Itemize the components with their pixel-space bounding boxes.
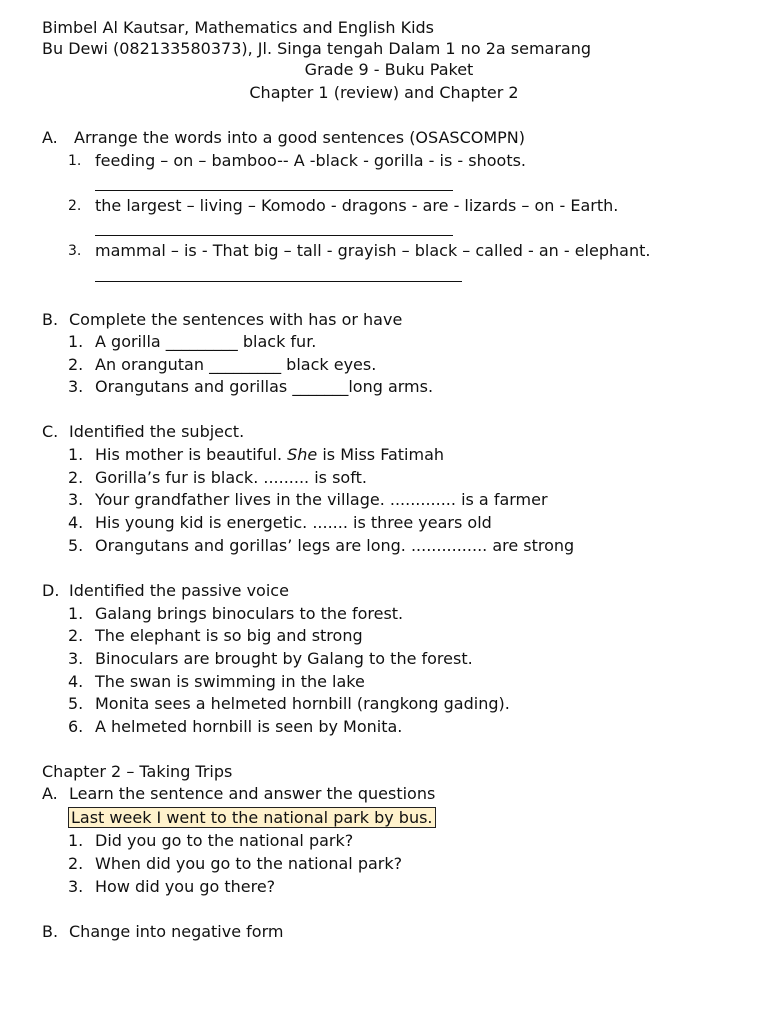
section-c-item-number: 2.	[68, 468, 84, 487]
section-c-item-text: Orangutans and gorillas’ legs are long. ............... are strong	[95, 536, 575, 555]
chapter2-section-b-letter: B.	[42, 922, 59, 941]
chapter2-item-text: Did you go to the national park?	[95, 831, 354, 850]
header-line2: Bu Dewi (082133580373), Jl. Singa tengah Dalam 1 no 2a semarang	[42, 39, 592, 58]
section-d-item-text: A helmeted hornbill is seen by Monita.	[95, 717, 403, 736]
section-d-item-text: The elephant is so big and strong	[95, 626, 363, 645]
answer-line	[95, 281, 462, 282]
section-a-item-text: mammal – is - That big – tall - grayish – black – called - an - elephant.	[95, 241, 651, 260]
section-c-item-text: His young kid is energetic. ....... is three years old	[95, 513, 492, 532]
chapters-title: Chapter 1 (review) and Chapter 2	[249, 83, 519, 102]
section-d-item-text: Monita sees a helmeted hornbill (rangkong gading).	[95, 694, 510, 713]
section-c-item-number: 5.	[68, 536, 84, 555]
section-b-item-number: 3.	[68, 377, 84, 396]
section-b-item-number: 1.	[68, 332, 84, 351]
section-d-item-text: The swan is swimming in the lake	[95, 672, 365, 691]
section-d-title: Identified the passive voice	[69, 581, 289, 600]
highlighted-sentence: Last week I went to the national park by bus.	[68, 807, 436, 828]
section-d-item-number: 4.	[68, 672, 84, 691]
grade-title: Grade 9 - Buku Paket	[304, 60, 474, 79]
section-d-item-text: Galang brings binoculars to the forest.	[95, 604, 404, 623]
header-line1: Bimbel Al Kautsar, Mathematics and English Kids	[42, 18, 435, 37]
section-a-item-text: feeding – on – bamboo-- A -black - gorilla - is - shoots.	[95, 151, 527, 170]
chapter2-item-number: 2.	[68, 854, 84, 873]
section-b-letter: B.	[42, 310, 59, 329]
section-c-item-text	[95, 445, 444, 465]
chapter2-item-number: 3.	[68, 877, 84, 896]
section-b-item-text: An orangutan _________ black eyes.	[95, 355, 377, 374]
section-b-item-number: 2.	[68, 355, 84, 374]
section-c-item1-emphasis: She	[287, 445, 318, 464]
section-a-letter: A.	[42, 128, 58, 147]
section-a-item-text: the largest – living – Komodo - dragons - are - lizards – on - Earth.	[95, 196, 619, 215]
chapter2-title: Chapter 2 – Taking Trips	[42, 762, 233, 781]
section-c-title: Identified the subject.	[69, 422, 245, 441]
section-c-item1-post: is Miss Fatimah	[317, 445, 445, 464]
section-d-item-number: 3.	[68, 649, 84, 668]
section-d-item-number: 6.	[68, 717, 84, 736]
section-d-item-number: 5.	[68, 694, 84, 713]
section-c-letter: C.	[42, 422, 59, 441]
chapter2-item-text: How did you go there?	[95, 877, 276, 896]
section-d-item-number: 2.	[68, 626, 84, 645]
section-c-item-number: 4.	[68, 513, 84, 532]
chapter2-item-text: When did you go to the national park?	[95, 854, 403, 873]
section-a-title: Arrange the words into a good sentences (OSASCOMPN)	[74, 128, 526, 147]
answer-line	[95, 235, 453, 236]
section-c-item-number: 1.	[68, 445, 84, 464]
section-c-item-text: Gorilla’s fur is black. ......... is soft.	[95, 468, 367, 487]
section-b-title: Complete the sentences with has or have	[69, 310, 403, 329]
answer-line	[95, 190, 453, 191]
section-a-item-number: 2.	[68, 198, 82, 214]
section-a-item-number: 1.	[68, 153, 82, 169]
chapter2-section-a-title: Learn the sentence and answer the questions	[69, 784, 436, 803]
chapter2-section-b-title: Change into negative form	[69, 922, 284, 941]
section-b-item-text: Orangutans and gorillas _______long arms.	[95, 377, 434, 396]
section-d-item-number: 1.	[68, 604, 84, 623]
section-c-item-number: 3.	[68, 490, 84, 509]
section-d-item-text: Binoculars are brought by Galang to the forest.	[95, 649, 473, 668]
section-c-item-text: Your grandfather lives in the village. ............. is a farmer	[95, 490, 548, 509]
highlight-row	[68, 807, 436, 828]
chapter2-item-number: 1.	[68, 831, 84, 850]
section-b-item-text: A gorilla _________ black fur.	[95, 332, 317, 351]
section-c-item1-pre: His mother is beautiful.	[95, 445, 288, 464]
section-a-item-number: 3.	[68, 243, 82, 259]
section-d-letter: D.	[42, 581, 60, 600]
chapter2-section-a-letter: A.	[42, 784, 58, 803]
